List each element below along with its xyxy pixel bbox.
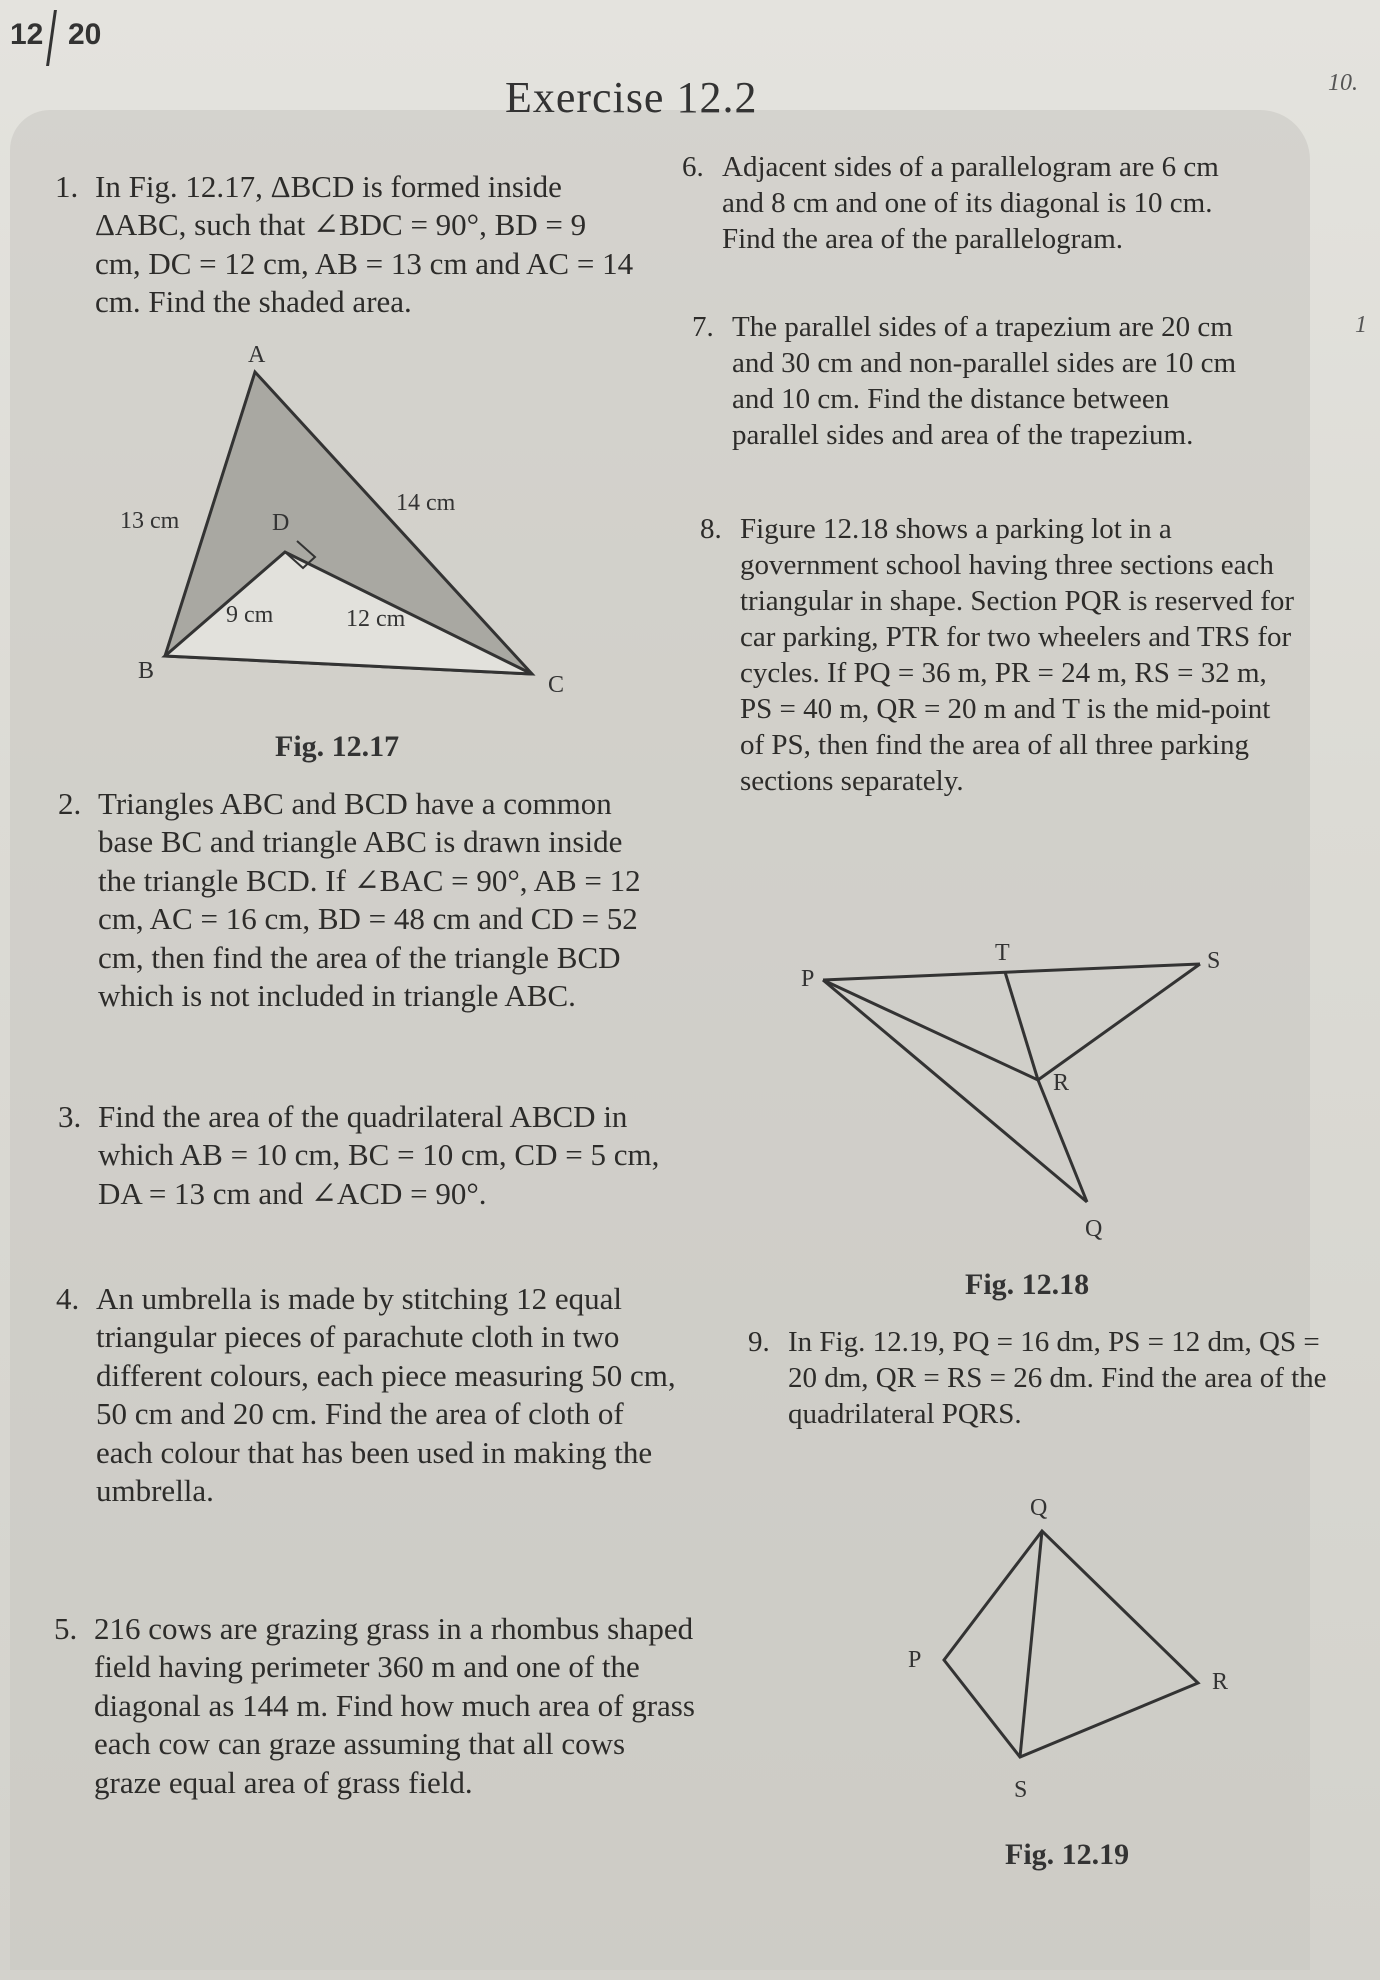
point-p-label: P [801, 966, 815, 992]
question-number: 4. [56, 1281, 80, 1316]
question-6 [682, 150, 1242, 258]
point-q-label: Q [1085, 1216, 1103, 1242]
segment-pq [823, 980, 1087, 1202]
segment-tr [1005, 972, 1038, 1080]
question-number: 1. [55, 169, 79, 204]
side-ab-label: 13 cm [120, 508, 180, 534]
point-r-label: R [1053, 1070, 1070, 1096]
figure-12-18-caption: Fig. 12.18 [965, 1268, 1090, 1301]
question-5 [54, 1610, 699, 1802]
figure-12-18 [795, 930, 1255, 1250]
margin-mark: 1 [1355, 312, 1367, 338]
question-number: 6. [682, 151, 704, 183]
segment-pr [823, 980, 1038, 1080]
question-text: The parallel sides of a trapezium are 20 cm and 30 cm and non-parallel sides are 10 cm and 10 cm. Find the distance between parallel sides and area of the trapezium. [732, 311, 1237, 451]
question-4 [56, 1280, 686, 1511]
question-number: 8. [700, 513, 722, 545]
figure-12-17-caption: Fig. 12.17 [275, 730, 400, 763]
figure-12-19-caption: Fig. 12.19 [1005, 1838, 1130, 1871]
side-bd-label: 9 cm [226, 602, 274, 628]
question-number: 5. [54, 1611, 78, 1646]
segment-rs [1038, 964, 1200, 1080]
question-text: 216 cows are grazing grass in a rhombus shaped field having perimeter 360 m and one of the diagonal as 144 m. Find how much area of grass each cow can graze assuming that all cows graze equal area of grass field. [94, 1611, 695, 1800]
question-9 [748, 1325, 1348, 1433]
margin-note: 10. [1328, 70, 1358, 96]
page-number-divider [46, 10, 57, 66]
side-dc-label: 12 cm [346, 606, 406, 632]
vertex-d-label: D [272, 510, 290, 536]
vertex-s-label: S [1014, 1777, 1028, 1803]
vertex-a-label: A [248, 342, 266, 368]
side-ac-label: 14 cm [396, 490, 456, 516]
page-number-right: 20 [68, 18, 102, 51]
question-text: Triangles ABC and BCD have a common base BC and triangle ABC is drawn inside the triangle BCD. If ∠BAC = 90°, AB = 12 cm, AC = 16 cm, BD = 48 cm and CD = 52 cm, then find the area of the triangle BCD which is not included in triangle ABC. [98, 786, 641, 1014]
question-number: 3. [58, 1099, 82, 1134]
vertex-p-label: P [908, 1647, 922, 1673]
question-2 [58, 785, 663, 1016]
vertex-c-label: C [548, 672, 565, 698]
question-7 [692, 310, 1252, 454]
page-number-left: 12 [10, 18, 44, 51]
exercise-title: Exercise 12.2 [505, 73, 758, 122]
page-number [10, 18, 102, 52]
question-3 [58, 1098, 663, 1213]
vertex-q-label: Q [1030, 1495, 1048, 1521]
quadrilateral-pqrs [944, 1531, 1198, 1757]
question-text: In Fig. 12.17, ΔBCD is formed inside ΔABC, such that ∠BDC = 90°, BD = 9 cm, DC = 12 cm, AB = 13 cm and AC = 14 cm. Find the shaded area. [95, 169, 634, 320]
figure-12-19 [900, 1475, 1240, 1815]
question-number: 7. [692, 311, 714, 343]
figure-12-17 [100, 340, 600, 700]
diagonal-qs [1020, 1531, 1042, 1757]
question-text: An umbrella is made by stitching 12 equal triangular pieces of parachute cloth in two different colours, each piece measuring 50 cm, 50 cm and 20 cm. Find the area of cloth of each colour that has been used in making the umbrella. [96, 1281, 676, 1509]
question-text: In Fig. 12.19, PQ = 16 dm, PS = 12 dm, QS = 20 dm, QR = RS = 26 dm. Find the area of the quadrilateral PQRS. [788, 1326, 1327, 1430]
question-number: 9. [748, 1326, 770, 1358]
point-t-label: T [995, 940, 1010, 966]
vertex-b-label: B [138, 658, 155, 684]
segment-rq [1038, 1080, 1087, 1202]
segment-ps [823, 964, 1200, 980]
point-s-label: S [1207, 948, 1221, 974]
question-1 [55, 168, 635, 322]
question-text: Figure 12.18 shows a parking lot in a government school having three sections each triangular in shape. Section PQR is reserved for car parking, PTR for two wheelers and TRS for cycles. If PQ = 36 m, PR = 24 m, RS = 32 m, PS = 40 m, QR = 20 m and T is the mid-point of PS, then find the area of all three parking sections separately. [740, 513, 1295, 797]
vertex-r-label: R [1212, 1669, 1229, 1695]
question-text: Find the area of the quadrilateral ABCD in which AB = 10 cm, BC = 10 cm, CD = 5 cm, DA = 13 cm and ∠ACD = 90°. [98, 1099, 660, 1211]
question-8 [700, 512, 1295, 800]
question-number: 2. [58, 786, 82, 821]
question-text: Adjacent sides of a parallelogram are 6 cm and 8 cm and one of its diagonal is 10 cm. Find the area of the parallelogram. [722, 151, 1219, 255]
